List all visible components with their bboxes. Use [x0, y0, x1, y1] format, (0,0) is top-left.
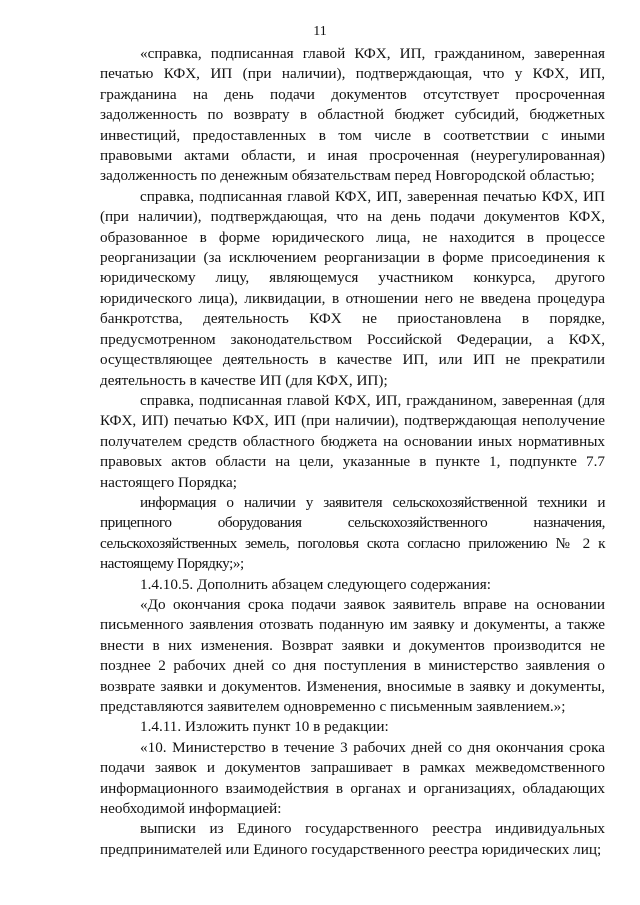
paragraph-reorganization-certificate: справка, подписанная главой КФХ, ИП, заверенная печатью КФХ, ИП (при наличии), подтверждающая, что на день подачи документов КФХ, образованное в форме юридического лица, не находится в процессе реорганизации (за исключением реорганизации в форме присоединения к юридическому лицу, являющемуся участником конкурса, другого юридического лица), ликвидации, в отношении него не введена процедура банкротства, деятельность КФХ не приостановлена в порядке, предусмотренном законодательством Российской Федерации, а КФХ, осуществляющее деятельность в качестве ИП, или ИП не прекратили деятельность в качестве ИП (для КФХ, ИП); [100, 187, 605, 389]
paragraph-point-10: «10. Министерство в течение 3 рабочих дней со дня окончания срока подачи заявок и документов запрашивает в рамках межведомственного информационного взаимодействия в органах и организациях, обладающих необходимой информацией: [100, 738, 605, 818]
paragraph-debt-certificate: «справка, подписанная главой КФХ, ИП, гражданином, заверенная печатью КФХ, ИП (при наличии), подтверждающая, что у КФХ, ИП, гражданина на день подачи документов отсутствует просроченная задолженность по возврату в областной бюджет субсидий, бюджетных инвестиций, предоставленных в том числе в соответствии с иными правовыми актами области, и иная просроченная (неурегулированная) задолженность по денежным обязательствам перед Новгородской областью; [100, 45, 605, 185]
paragraph-application-withdrawal: «До окончания срока подачи заявок заявитель вправе на основании письменного заявления отозвать поданную им заявку и документы, а также внести в них изменения. Возврат заявки и документов производится не позднее 2 рабочих дней со дня поступления в министерство заявления о возврате заявки и документов. Изменения, вносимые в заявку и документы, представляются заявителем одновременно с письменным заявлением.»; [100, 595, 605, 715]
page-number: 11 [313, 24, 327, 39]
paragraph-non-receipt-certificate: справка, подписанная главой КФХ, ИП, гражданином, заверенная (для КФХ, ИП) печатью КФХ, ИП (при наличии), подтверждающая неполучение получателем средств областного бюджета на основании иных нормативных правовых актов области на цели, указанные в пункте 1, подпункте 7.7 настоящего Порядка; [100, 391, 605, 491]
paragraph-register-extracts: выписки из Единого государственного реестра индивидуальных предпринимателей или Единого государственного реестра юридических лиц; [100, 820, 605, 858]
paragraph-equipment-information: информация о наличии у заявителя сельскохозяйственной техники и прицепного оборудования сельскохозяйственного назначения, сельскохозяйственных земель, поголовья скота согласно приложению № 2 к настоящему Порядку;»; [100, 493, 605, 573]
paragraph-amendment-1-4-11: 1.4.11. Изложить пункт 10 в редакции: [140, 718, 389, 736]
paragraph-amendment-1-4-10-5: 1.4.10.5. Дополнить абзацем следующего содержания: [140, 575, 491, 593]
document-text [100, 44, 605, 860]
